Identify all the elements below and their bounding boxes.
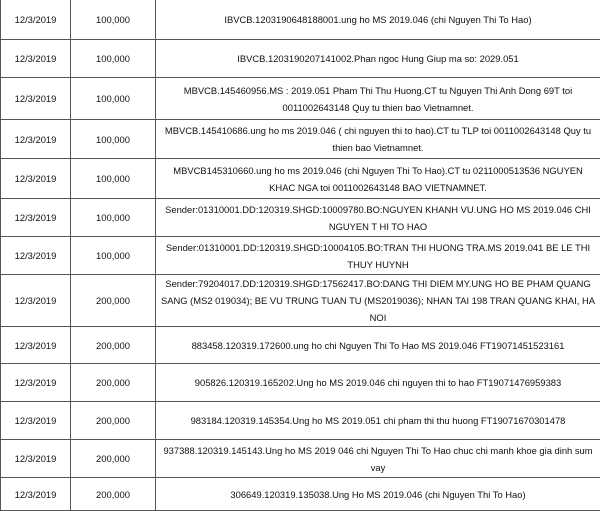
amount-cell: 200,000 [71,402,156,440]
table-row [1,478,600,511]
table-row [1,159,600,199]
description-cell: IBVCB.1203190207141002.Phan ngoc Hung Giup ma so: 2029.051 [156,40,600,78]
description-cell: 306649.120319.135038.Ung Ho MS 2019.046 (chi Nguyen Thi To Hao) [156,478,600,511]
table-row [1,275,600,327]
table-row [1,402,600,440]
amount-cell: 200,000 [71,275,156,327]
amount-cell: 100,000 [71,159,156,199]
amount-cell: 200,000 [71,478,156,511]
amount-cell: 200,000 [71,440,156,478]
description-cell: MBVCB.145410686.ung ho ms 2019.046 ( chi nguyen thi to hao).CT tu TLP toi 0011002643148 Quy tu thien bao Vietnamnet. [156,120,600,159]
table-row [1,364,600,402]
description-cell: Sender:79204017.DD:120319.SHGD:17562417.BO:DANG THI DIEM MY.UNG HO BE PHAM QUANG SANG (MS2 019034); BE VU TRUNG TUAN TU (MS2019036); NHAN TAI 198 TRAN QUANG KHAI, HA NOI [156,275,600,327]
description-cell: IBVCB.1203190648188001.ung ho MS 2019.046 (chi Nguyen Thi To Hao) [156,0,600,40]
table-row [1,327,600,364]
date-cell: 12/3/2019 [1,478,71,511]
table-row [1,440,600,478]
table-row [1,40,600,78]
description-cell: Sender:01310001.DD:120319.SHGD:10009780.BO:NGUYEN KHANH VU.UNG HO MS 2019.046 CHI NGUYEN T HI TO HAO [156,199,600,237]
description-cell: MBVCB145310660.ung ho ms 2019.046 (chi Nguyen Thi To Hao).CT tu 0211000513536 NGUYEN KHAC NGA toi 0011002643148 BAO VIETNAMNET. [156,159,600,199]
date-cell: 12/3/2019 [1,275,71,327]
description-cell: Sender:01310001.DD:120319.SHGD:10004105.BO:TRAN THI HUONG TRA.MS 2019.041 BE LE THI THUY HUYNH [156,237,600,275]
date-cell: 12/3/2019 [1,327,71,364]
description-cell: MBVCB.145460956.MS : 2019.051 Pham Thi Thu Huong.CT tu Nguyen Thi Anh Dong 69T toi 0011002643148 Quy tu thien bao Vietnamnet. [156,78,600,120]
table-row [1,120,600,159]
date-cell: 12/3/2019 [1,199,71,237]
amount-cell: 100,000 [71,120,156,159]
date-cell: 12/3/2019 [1,237,71,275]
amount-cell: 100,000 [71,199,156,237]
table-row [1,237,600,275]
date-cell: 12/3/2019 [1,159,71,199]
date-cell: 12/3/2019 [1,78,71,120]
amount-cell: 100,000 [71,0,156,40]
transactions-body [1,0,600,511]
amount-cell: 200,000 [71,364,156,402]
date-cell: 12/3/2019 [1,40,71,78]
amount-cell: 100,000 [71,40,156,78]
amount-cell: 200,000 [71,327,156,364]
description-cell: 905826.120319.165202.Ung ho MS 2019.046 chi nguyen thi to hao FT19071476959383 [156,364,600,402]
date-cell: 12/3/2019 [1,364,71,402]
amount-cell: 100,000 [71,78,156,120]
description-cell: 937388.120319.145143.Ung ho MS 2019 046 chi Nguyen Thi To Hao chuc chi manh khoe gia dinh sum vay [156,440,600,478]
table-row [1,78,600,120]
date-cell: 12/3/2019 [1,120,71,159]
date-cell: 12/3/2019 [1,440,71,478]
date-cell: 12/3/2019 [1,0,71,40]
description-cell: 983184.120319.145354.Ung ho MS 2019.051 chi pham thi thu huong FT19071670301478 [156,402,600,440]
date-cell: 12/3/2019 [1,402,71,440]
amount-cell: 100,000 [71,237,156,275]
table-row [1,199,600,237]
table-row [1,0,600,40]
description-cell: 883458.120319.172600.ung ho chi Nguyen Thi To Hao MS 2019.046 FT19071451523161 [156,327,600,364]
